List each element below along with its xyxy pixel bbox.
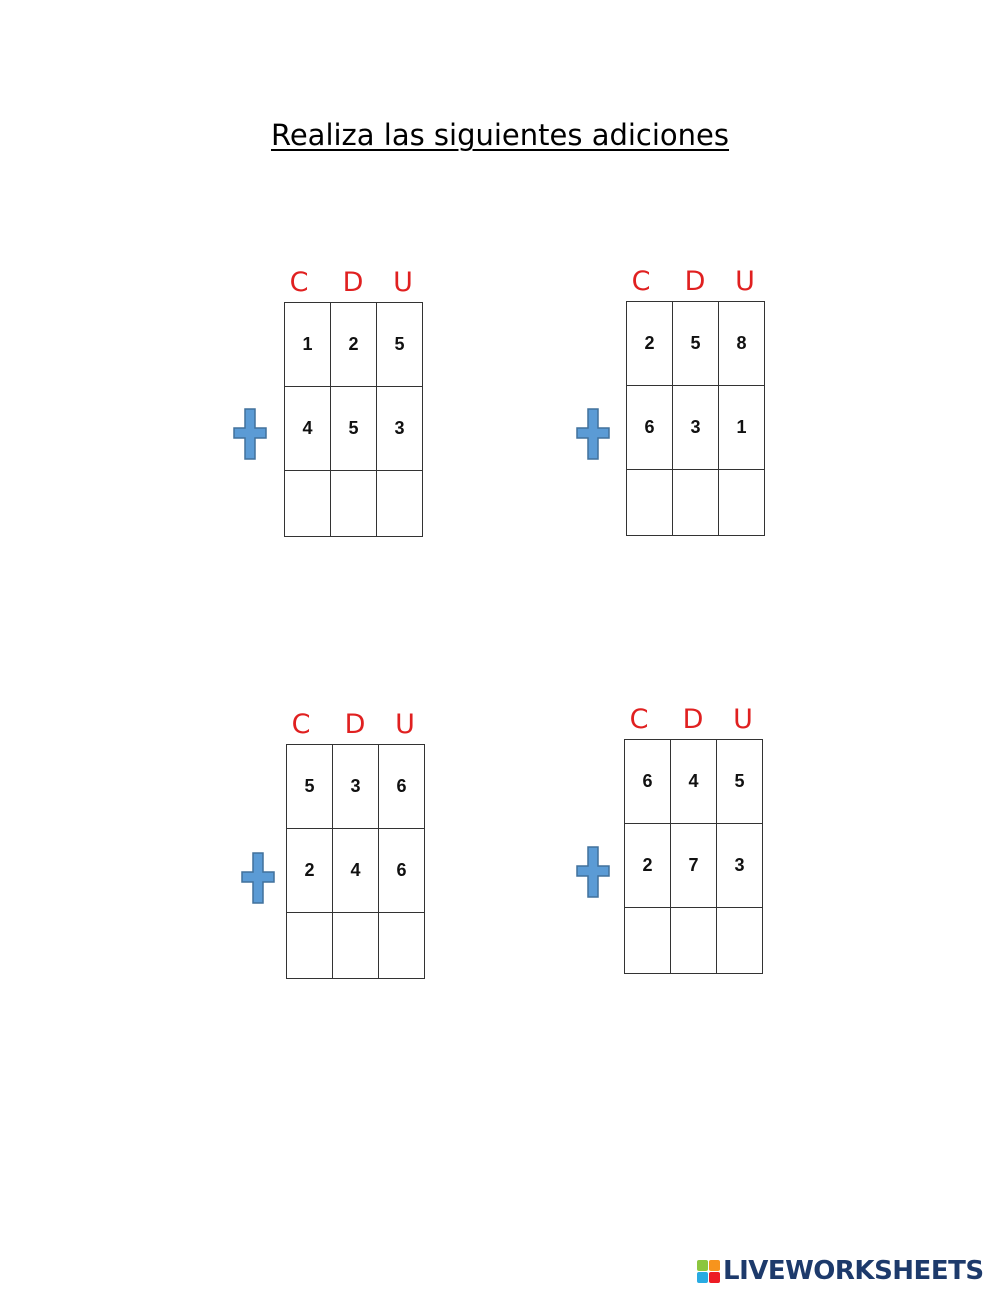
addition-problem-3 [286,708,428,983]
digit-cell: 1 [719,386,765,470]
liveworksheets-logo [697,1256,984,1286]
logo-mark-icon [697,1260,720,1283]
digit-cell: 7 [671,824,717,908]
digit-cell: 3 [377,387,423,471]
plus-icon [576,408,610,460]
header-tens: D [344,709,366,740]
addition-problem-4 [624,703,766,978]
answer-cell[interactable] [377,471,423,537]
digit-cell: 3 [717,824,763,908]
header-hundreds: C [291,709,311,740]
place-value-headers [284,266,423,302]
digit-cell: 5 [717,740,763,824]
answer-cell[interactable] [287,913,333,979]
row-addend2 [625,824,763,908]
answer-cell[interactable] [719,470,765,536]
answer-input[interactable] [672,920,716,962]
row-answer [285,471,423,537]
digit-cell: 6 [627,386,673,470]
digit-cell: 2 [331,303,377,387]
addition-problem-1 [284,266,426,541]
place-value-headers [624,703,763,739]
header-units: U [733,704,753,735]
answer-input[interactable] [378,483,422,525]
digit-cell: 5 [377,303,423,387]
digit-cell: 4 [671,740,717,824]
digit-cell: 2 [287,829,333,913]
header-hundreds: C [289,267,309,298]
digit-cell: 5 [287,745,333,829]
digit-cell: 4 [333,829,379,913]
worksheet-title: Realiza las siguientes adiciones [270,118,730,152]
answer-cell[interactable] [285,471,331,537]
row-addend2 [285,387,423,471]
row-answer [627,470,765,536]
answer-input[interactable] [718,920,762,962]
header-tens: D [342,267,364,298]
answer-input[interactable] [286,483,330,525]
digit-cell: 6 [379,829,425,913]
answer-cell[interactable] [671,908,717,974]
digit-cell: 3 [673,386,719,470]
answer-input[interactable] [626,920,670,962]
digit-cell: 1 [285,303,331,387]
addition-problem-2 [626,265,768,540]
plus-icon [233,408,267,460]
answer-cell[interactable] [627,470,673,536]
row-addend1 [625,740,763,824]
digit-cell: 6 [379,745,425,829]
header-hundreds: C [629,704,649,735]
header-tens: D [684,266,706,297]
place-value-headers [286,708,425,744]
plus-icon [241,852,275,904]
header-units: U [735,266,755,297]
header-units: U [393,267,413,298]
digit-cell: 3 [333,745,379,829]
answer-cell[interactable] [673,470,719,536]
answer-input[interactable] [334,925,378,967]
digit-cell: 2 [627,302,673,386]
addition-grid [624,739,763,974]
addition-grid [286,744,425,979]
digit-cell: 6 [625,740,671,824]
digit-cell: 4 [285,387,331,471]
header-units: U [395,709,415,740]
row-addend1 [627,302,765,386]
answer-input[interactable] [720,482,764,524]
answer-cell[interactable] [717,908,763,974]
row-answer [625,908,763,974]
plus-icon [576,846,610,898]
answer-input[interactable] [674,482,718,524]
digit-cell: 5 [673,302,719,386]
row-answer [287,913,425,979]
answer-cell[interactable] [333,913,379,979]
answer-cell[interactable] [331,471,377,537]
digit-cell: 5 [331,387,377,471]
addition-grid [284,302,423,537]
digit-cell: 2 [625,824,671,908]
row-addend1 [287,745,425,829]
answer-cell[interactable] [379,913,425,979]
row-addend1 [285,303,423,387]
digit-cell: 8 [719,302,765,386]
addition-grid [626,301,765,536]
answer-input[interactable] [332,483,376,525]
row-addend2 [287,829,425,913]
header-tens: D [682,704,704,735]
answer-input[interactable] [628,482,672,524]
answer-input[interactable] [288,925,332,967]
logo-text: LIVEWORKSHEETS [723,1256,984,1286]
row-addend2 [627,386,765,470]
place-value-headers [626,265,765,301]
answer-cell[interactable] [625,908,671,974]
header-hundreds: C [631,266,651,297]
answer-input[interactable] [380,925,424,967]
